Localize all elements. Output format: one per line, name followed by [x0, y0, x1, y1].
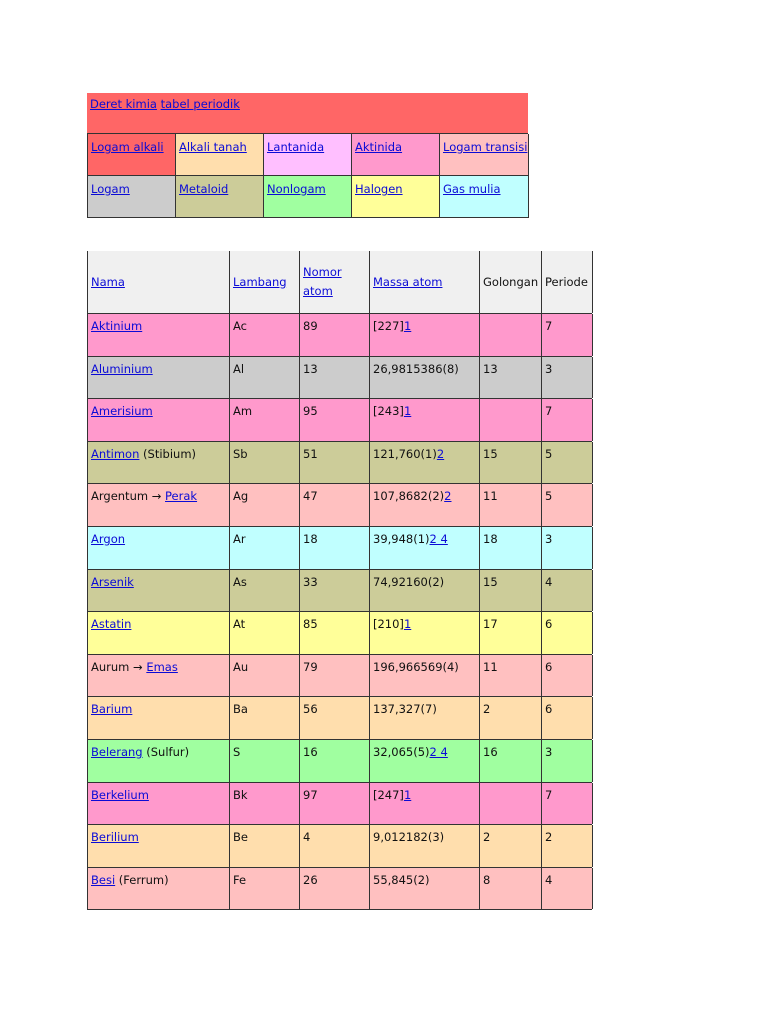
cell-lambang: At: [230, 612, 300, 654]
nonlogam-link[interactable]: Nonlogam: [267, 182, 326, 196]
header-massa-atom: [370, 251, 480, 313]
cell-nomor-atom: 18: [300, 527, 370, 569]
cell-lambang: Ba: [230, 697, 300, 739]
mass-reference-link[interactable]: 1: [403, 319, 412, 333]
cell-periode: 7: [542, 399, 593, 441]
cell-nama: [88, 868, 230, 910]
cell-massa-atom: [370, 527, 480, 569]
cell-massa-atom: [370, 357, 480, 399]
nama-sort-link[interactable]: Nama: [91, 274, 125, 289]
legend-cell-nonlogam: [264, 176, 352, 218]
cell-lambang: Bk: [230, 783, 300, 825]
cell-lambang: Au: [230, 655, 300, 697]
mass-reference-link[interactable]: 1: [403, 404, 412, 419]
mass-value: 196,966569(4): [373, 659, 459, 674]
cell-golongan: 11: [480, 484, 542, 526]
massa-atom-sort-link[interactable]: Massa atom: [373, 274, 443, 289]
element-name-link[interactable]: Besi: [91, 872, 116, 887]
tabel-periodik-link[interactable]: tabel periodik: [160, 97, 240, 111]
cell-nama: [88, 314, 230, 356]
element-name-link[interactable]: Berkelium: [91, 787, 149, 802]
mass-value: 121,760(1): [373, 446, 437, 461]
cell-massa-atom: [370, 399, 480, 441]
mass-reference-link[interactable]: 2 4: [429, 744, 448, 759]
header-periode: [542, 251, 593, 313]
cell-lambang: Al: [230, 357, 300, 399]
cell-lambang: Be: [230, 825, 300, 867]
mass-value: [247]: [373, 787, 404, 802]
table-row: [87, 441, 592, 484]
cell-massa-atom: [370, 868, 480, 910]
nomor-atom-sort-link[interactable]: Nomor atom: [303, 265, 342, 298]
cell-nama: [88, 357, 230, 399]
cell-nama: [88, 570, 230, 612]
cell-periode: 5: [542, 442, 593, 484]
element-name-link[interactable]: Aluminium: [91, 361, 153, 376]
cell-nomor-atom: 26: [300, 868, 370, 910]
element-name-link[interactable]: Antimon: [91, 446, 140, 461]
cell-lambang: Sb: [230, 442, 300, 484]
table-body: [87, 313, 592, 910]
logam-alkali-link[interactable]: Logam alkali: [91, 140, 164, 154]
cell-nomor-atom: 33: [300, 570, 370, 612]
cell-periode: 2: [542, 825, 593, 867]
cell-massa-atom: [370, 697, 480, 739]
cell-periode: 5: [542, 484, 593, 526]
alternate-name: (Sulfur): [142, 744, 190, 759]
element-name-link[interactable]: Barium: [91, 702, 133, 717]
cell-nama: [88, 697, 230, 739]
chemical-series-legend: [87, 93, 528, 218]
cell-golongan: 2: [480, 825, 542, 867]
header-lambang: [230, 251, 300, 313]
cell-nama: [88, 655, 230, 697]
legend-cell-logam-transisi: [440, 134, 529, 176]
cell-periode: 7: [542, 314, 593, 356]
element-name-link[interactable]: Aktinium: [91, 319, 143, 333]
cell-nomor-atom: 79: [300, 655, 370, 697]
table-row: [87, 313, 592, 356]
cell-massa-atom: [370, 442, 480, 484]
mass-value: 107,8682(2): [373, 489, 445, 504]
legend-cell-logam: [88, 176, 176, 218]
cell-periode: 6: [542, 612, 593, 654]
mass-reference-link[interactable]: 2 4: [429, 531, 448, 546]
cell-nomor-atom: 85: [300, 612, 370, 654]
cell-golongan: 16: [480, 740, 542, 782]
mass-value: 32,065(5): [373, 744, 430, 759]
cell-nama: [88, 484, 230, 526]
table-row: [87, 739, 592, 782]
mass-reference-link[interactable]: 2: [444, 489, 452, 504]
element-name-link[interactable]: Amerisium: [91, 404, 153, 419]
mass-value: 55,845(2): [373, 872, 430, 887]
cell-golongan: 15: [480, 570, 542, 612]
cell-massa-atom: [370, 570, 480, 612]
cell-periode: 3: [542, 527, 593, 569]
cell-golongan: 13: [480, 357, 542, 399]
cell-golongan: [480, 314, 542, 356]
alkali-tanah-link[interactable]: Alkali tanah: [179, 140, 247, 154]
mass-value: 137,327(7): [373, 702, 437, 717]
legend-cell-aktinida: [352, 134, 440, 176]
cell-lambang: Ar: [230, 527, 300, 569]
table-row: [87, 867, 592, 911]
table-row: [87, 526, 592, 569]
cell-nomor-atom: 16: [300, 740, 370, 782]
mass-reference-link[interactable]: 2: [436, 446, 445, 461]
logam-transisi-link[interactable]: Logam transisi: [443, 140, 528, 154]
legend-cell-alkali-tanah: [176, 134, 264, 176]
cell-massa-atom: [370, 314, 480, 356]
legend-cell-metaloid: [176, 176, 264, 218]
cell-lambang: S: [230, 740, 300, 782]
element-name-link[interactable]: Emas: [146, 659, 178, 674]
cell-lambang: Am: [230, 399, 300, 441]
mass-value: [227]: [373, 319, 404, 333]
cell-massa-atom: [370, 612, 480, 654]
cell-periode: 6: [542, 697, 593, 739]
cell-nama: [88, 612, 230, 654]
cell-massa-atom: [370, 655, 480, 697]
cell-nama: [88, 740, 230, 782]
legend-cell-logam-alkali: [88, 134, 176, 176]
legend-cell-lantanida: [264, 134, 352, 176]
legend-grid: [87, 133, 528, 218]
cell-periode: 3: [542, 357, 593, 399]
element-name-link[interactable]: Perak: [165, 489, 198, 504]
mass-value: 39,948(1): [373, 531, 430, 546]
cell-nama: [88, 399, 230, 441]
cell-golongan: [480, 399, 542, 441]
cell-golongan: [480, 783, 542, 825]
mass-reference-link[interactable]: 1: [403, 787, 412, 802]
cell-nomor-atom: 97: [300, 783, 370, 825]
table-row: [87, 356, 592, 399]
table-row: [87, 569, 592, 612]
cell-lambang: Ag: [230, 484, 300, 526]
header-nomor-atom: [300, 251, 370, 313]
cell-nama: [88, 783, 230, 825]
cell-massa-atom: [370, 484, 480, 526]
mass-value: 26,9815386(8): [373, 361, 459, 376]
cell-nomor-atom: 56: [300, 697, 370, 739]
element-name-link[interactable]: Argon: [91, 531, 126, 546]
halogen-link[interactable]: Halogen: [355, 182, 403, 196]
golongan-label: Golongan: [483, 274, 539, 289]
table-header-row: [87, 251, 592, 313]
logam-link[interactable]: Logam: [91, 182, 130, 196]
cell-golongan: 15: [480, 442, 542, 484]
cell-nama: [88, 527, 230, 569]
cell-massa-atom: [370, 825, 480, 867]
gas-mulia-link[interactable]: Gas mulia: [443, 182, 501, 196]
table-row: [87, 611, 592, 654]
latin-name: Argentum →: [91, 489, 166, 504]
element-name-link[interactable]: Arsenik: [91, 574, 134, 589]
cell-nama: [88, 825, 230, 867]
legend-title: [87, 93, 528, 133]
cell-lambang: As: [230, 570, 300, 612]
cell-golongan: 17: [480, 612, 542, 654]
table-row: [87, 782, 592, 825]
cell-nomor-atom: 51: [300, 442, 370, 484]
cell-nomor-atom: 13: [300, 357, 370, 399]
cell-golongan: 8: [480, 868, 542, 910]
mass-value: 74,92160(2): [373, 574, 445, 589]
mass-reference-link[interactable]: 1: [403, 617, 412, 632]
element-name-link[interactable]: Belerang: [91, 744, 143, 759]
cell-periode: 4: [542, 570, 593, 612]
legend-cell-gas-mulia: [440, 176, 529, 218]
aktinida-link[interactable]: Aktinida: [355, 140, 403, 154]
table-row: [87, 824, 592, 867]
alternate-name: (Ferrum): [115, 872, 169, 887]
cell-nomor-atom: 4: [300, 825, 370, 867]
lambang-sort-link[interactable]: Lambang: [233, 274, 287, 289]
cell-golongan: 18: [480, 527, 542, 569]
deret-kimia-link[interactable]: Deret kimia: [90, 97, 157, 111]
elements-table: [87, 251, 592, 910]
cell-lambang: Fe: [230, 868, 300, 910]
table-row: [87, 696, 592, 739]
cell-nama: [88, 442, 230, 484]
cell-periode: 4: [542, 868, 593, 910]
cell-nomor-atom: 95: [300, 399, 370, 441]
legend-cell-halogen: [352, 176, 440, 218]
table-row: [87, 398, 592, 441]
mass-value: [243]: [373, 404, 404, 419]
metaloid-link[interactable]: Metaloid: [179, 182, 229, 196]
header-nama: [88, 251, 230, 313]
cell-nomor-atom: 47: [300, 484, 370, 526]
cell-nomor-atom: 89: [300, 314, 370, 356]
cell-massa-atom: [370, 783, 480, 825]
cell-periode: 6: [542, 655, 593, 697]
mass-value: [210]: [373, 617, 404, 632]
lantanida-link[interactable]: Lantanida: [267, 140, 325, 154]
cell-periode: 7: [542, 783, 593, 825]
element-name-link[interactable]: Astatin: [91, 617, 132, 632]
cell-lambang: Ac: [230, 314, 300, 356]
cell-massa-atom: [370, 740, 480, 782]
table-row: [87, 654, 592, 697]
element-name-link[interactable]: Berilium: [91, 830, 139, 845]
cell-periode: 3: [542, 740, 593, 782]
alternate-name: (Stibium): [139, 446, 197, 461]
table-row: [87, 483, 592, 526]
latin-name: Aurum →: [91, 659, 147, 674]
cell-golongan: 2: [480, 697, 542, 739]
periode-label: Periode: [545, 274, 588, 289]
cell-golongan: 11: [480, 655, 542, 697]
mass-value: 9,012182(3): [373, 830, 445, 845]
header-golongan: [480, 251, 542, 313]
